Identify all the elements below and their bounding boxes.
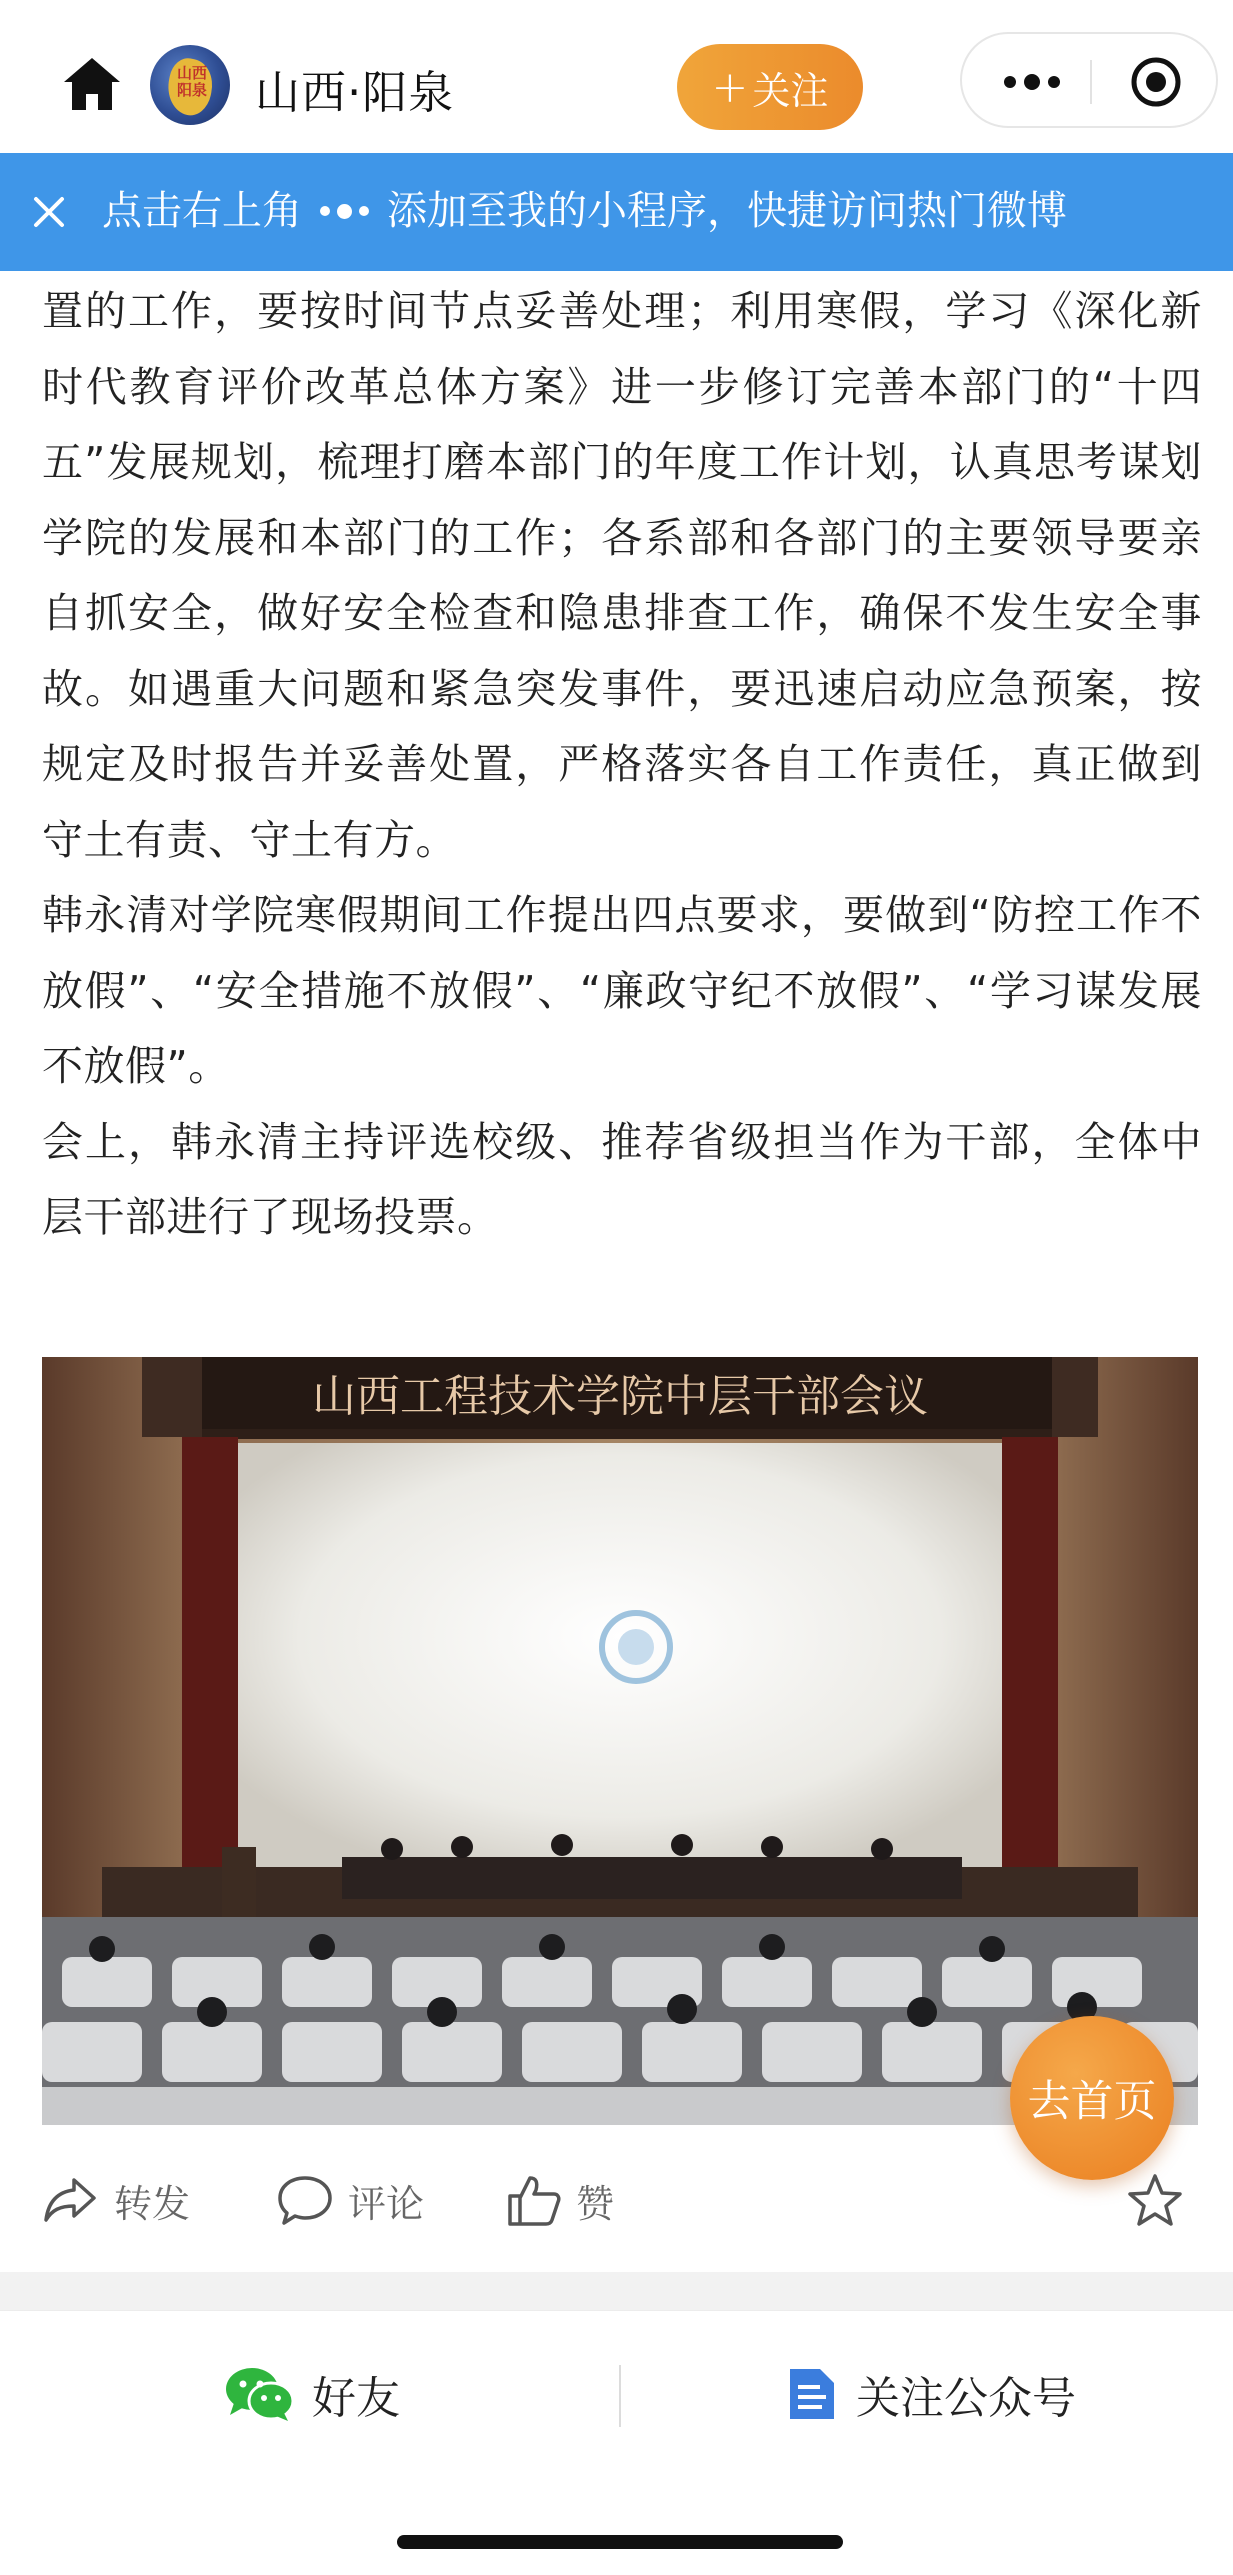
follow-official-account-button[interactable]	[786, 2359, 1076, 2429]
comment-icon	[276, 2173, 334, 2227]
friends-label: 好友	[312, 2373, 400, 2424]
share-divider	[619, 2365, 621, 2427]
section-separator	[0, 2272, 1233, 2310]
capsule-divider	[1090, 60, 1092, 104]
article-paragraph: 置的工作，要按时间节点妥善处理；利用寒假，学习《深化新时代教育评价改革总体方案》进一步修订完善本部门的“十四五”发展规划，梳理打磨本部门的年度工作计划，认真思考谋划学院的发展和本部门的工作；各系部和各部门的主要领导要亲自抓安全，做好安全检查和隐患排查工作，确保不发生安全事故。如遇重大问题和紧急突发事件，要迅速启动应急预案，按规定及时报告并妥善处置，严格落实各自工作责任，真正做到守土有责、守土有方。	[42, 287, 1202, 864]
follow-button[interactable]	[677, 44, 863, 130]
more-icon[interactable]	[1002, 72, 1062, 92]
follow-official-label: 关注公众号	[856, 2373, 1076, 2424]
banner-text-after: 添加至我的小程序，快捷访问热门微博	[387, 188, 1067, 234]
comment-label: 评论	[348, 2181, 425, 2226]
forward-button[interactable]	[42, 2168, 190, 2232]
wechat-icon	[224, 2365, 294, 2423]
comment-button[interactable]	[276, 2168, 424, 2232]
follow-label: 关注	[752, 68, 829, 113]
post-action-bar	[0, 2150, 1233, 2250]
account-avatar[interactable]	[150, 45, 230, 125]
close-icon[interactable]	[32, 195, 66, 229]
home-icon[interactable]	[60, 52, 124, 116]
banner-text	[102, 183, 1067, 239]
more-dots-icon	[320, 204, 369, 219]
share-to-friends-button[interactable]	[224, 2359, 400, 2429]
article-paragraph: 会上，韩永清主持评选校级、推荐省级担当作为干部，全体中层干部进行了现场投票。	[42, 1117, 1202, 1241]
favorite-star-icon[interactable]	[1126, 2172, 1184, 2230]
banner-text-before: 点击右上角	[102, 188, 302, 234]
article-body	[42, 274, 1202, 1256]
document-icon	[786, 2365, 838, 2423]
miniprogram-capsule	[960, 32, 1218, 128]
photo-banner-text: 山西工程技术学院中层干部会议	[312, 1371, 928, 1422]
forward-label: 转发	[114, 2181, 191, 2226]
close-miniprogram-icon[interactable]	[1130, 56, 1182, 108]
go-home-button[interactable]: 去首页	[1010, 2016, 1174, 2180]
forward-icon	[42, 2174, 100, 2226]
avatar-text: 山西阳泉	[176, 64, 207, 99]
plus-icon: +	[711, 61, 749, 113]
top-navigation-bar	[0, 0, 1233, 150]
article-photo[interactable]	[42, 1357, 1198, 2125]
thumbs-up-icon	[506, 2172, 562, 2228]
article-paragraph: 韩永清对学院寒假期间工作提出四点要求，要做到“防控工作不放假”、“安全措施不放假”、“廉政守纪不放假”、“学习谋发展不放假”。	[42, 891, 1202, 1090]
home-indicator	[397, 2535, 843, 2549]
bottom-share-bar	[0, 2310, 1233, 2470]
like-button[interactable]	[506, 2168, 614, 2232]
like-label: 赞	[576, 2181, 615, 2226]
add-miniprogram-banner	[0, 153, 1233, 271]
account-name[interactable]: 山西·阳泉	[255, 66, 455, 119]
